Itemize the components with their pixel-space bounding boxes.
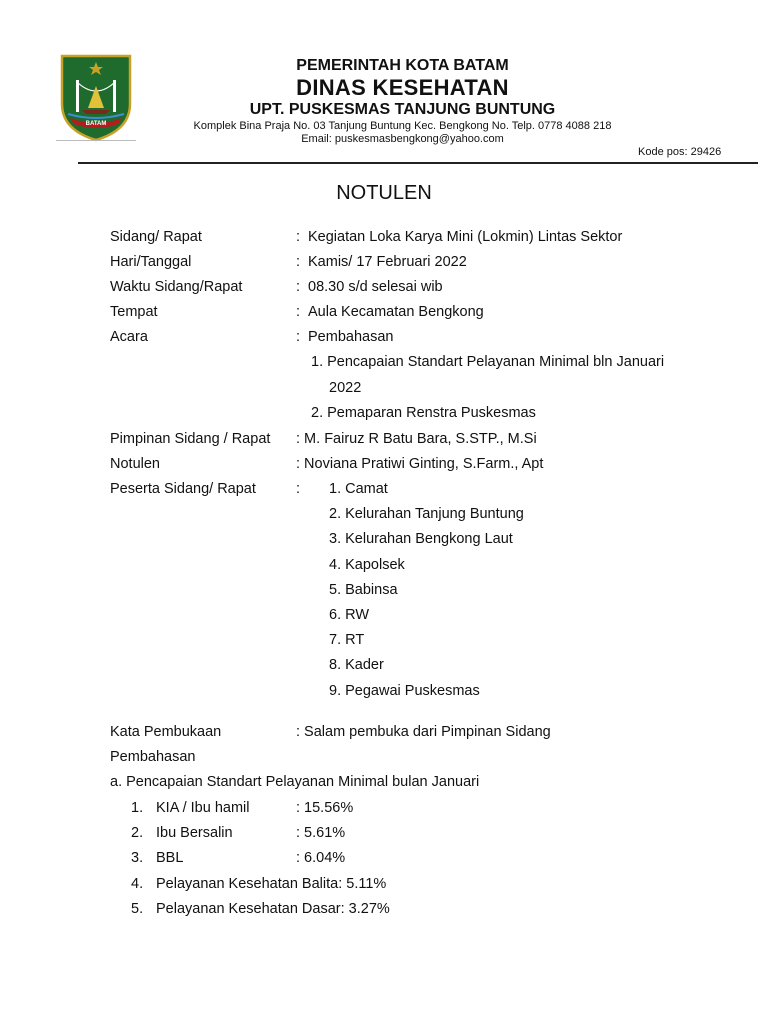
- field-label-pimpinan: Pimpinan Sidang / Rapat: [110, 431, 271, 447]
- indicator-value: : 6.04%: [296, 850, 346, 866]
- letterhead-divider: [78, 162, 758, 164]
- letterhead-address: Komplek Bina Praja No. 03 Tanjung Buntung Kec. Bengkong No. Telp. 0778 4088 218: [193, 120, 612, 132]
- field-label-acara: Acara: [110, 329, 148, 345]
- letterhead-department: DINAS KESEHATAN: [296, 75, 509, 100]
- field-value-sidang: Kegiatan Loka Karya Mini (Lokmin) Lintas Sektor: [308, 229, 623, 245]
- section-a-heading: a. Pencapaian Standart Pelayanan Minimal bulan Januari: [110, 774, 480, 790]
- field-colon-waktu: :: [296, 279, 301, 295]
- indicator-label: Pelayanan Kesehatan Dasar: 3.27%: [156, 901, 390, 917]
- field-label-pembukaan: Kata Pembukaan: [110, 724, 222, 740]
- field-label-waktu: Waktu Sidang/Rapat: [110, 279, 243, 295]
- participant-item: 8. Kader: [329, 657, 384, 673]
- participant-item: 9. Pegawai Puskesmas: [329, 683, 480, 699]
- field-colon-sidang: :: [296, 229, 301, 245]
- pembahasan-heading: Pembahasan: [110, 749, 196, 765]
- field-colon-acara: :: [296, 329, 301, 345]
- letterhead-postal-code: Kode pos: 29426: [638, 146, 722, 158]
- acara-item: 2. Pemaparan Renstra Puskesmas: [311, 405, 536, 421]
- logo-underline: [56, 140, 136, 141]
- field-colon-peserta: :: [296, 481, 301, 497]
- svg-text:BATAM: BATAM: [85, 121, 107, 127]
- field-value-tempat: Aula Kecamatan Bengkong: [308, 304, 484, 320]
- field-label-peserta: Peserta Sidang/ Rapat: [110, 481, 256, 497]
- field-value-acara: Pembahasan: [308, 329, 394, 345]
- field-value-waktu: 08.30 s/d selesai wib: [308, 279, 443, 295]
- participant-item: 4. Kapolsek: [329, 557, 405, 573]
- field-value-pimpinan: : M. Fairuz R Batu Bara, S.STP., M.Si: [296, 431, 537, 447]
- field-label-sidang: Sidang/ Rapat: [110, 229, 202, 245]
- field-colon-tempat: :: [296, 304, 301, 320]
- participant-item: 1. Camat: [329, 481, 388, 497]
- letterhead-unit: UPT. PUSKESMAS TANJUNG BUNTUNG: [249, 101, 556, 118]
- field-value-notulen: : Noviana Pratiwi Ginting, S.Farm., Apt: [296, 456, 544, 472]
- participant-item: 3. Kelurahan Bengkong Laut: [329, 531, 513, 547]
- acara-item-continuation: 2022: [329, 380, 362, 396]
- participant-item: 5. Babinsa: [329, 582, 398, 598]
- field-colon-hari: :: [296, 254, 301, 270]
- acara-item: 1. Pencapaian Standart Pelayanan Minimal bln Januari: [311, 354, 665, 370]
- indicator-number: 4.: [131, 876, 144, 892]
- field-label-notulen: Notulen: [110, 456, 160, 472]
- indicator-number: 3.: [131, 850, 144, 866]
- document-title: NOTULEN: [336, 182, 432, 204]
- indicator-label: Pelayanan Kesehatan Balita: 5.11%: [156, 876, 387, 892]
- indicator-number: 2.: [131, 825, 144, 841]
- indicator-label: BBL: [156, 850, 184, 866]
- letterhead-email: Email: puskesmasbengkong@yahoo.com: [301, 133, 504, 145]
- indicator-value: : 15.56%: [296, 800, 354, 816]
- indicator-value: : 5.61%: [296, 825, 346, 841]
- field-value-pembukaan: : Salam pembuka dari Pimpinan Sidang: [296, 724, 551, 740]
- batam-city-emblem: [56, 52, 136, 142]
- field-label-tempat: Tempat: [110, 304, 158, 320]
- indicator-label: Ibu Bersalin: [156, 825, 233, 841]
- letterhead-government: PEMERINTAH KOTA BATAM: [296, 57, 509, 74]
- indicator-number: 5.: [131, 901, 144, 917]
- participant-item: 6. RW: [329, 607, 370, 623]
- field-label-hari: Hari/Tanggal: [110, 254, 192, 270]
- indicator-label: KIA / Ibu hamil: [156, 800, 250, 816]
- participant-item: 2. Kelurahan Tanjung Buntung: [329, 506, 524, 522]
- participant-item: 7. RT: [329, 632, 365, 648]
- indicator-number: 1.: [131, 800, 144, 816]
- field-value-hari: Kamis/ 17 Februari 2022: [308, 254, 467, 270]
